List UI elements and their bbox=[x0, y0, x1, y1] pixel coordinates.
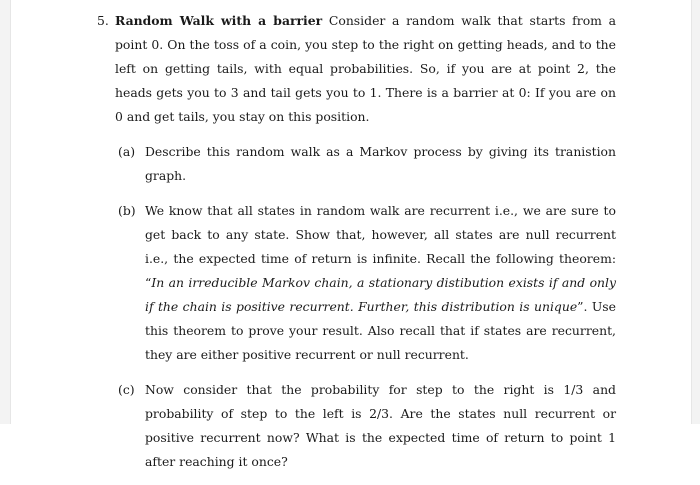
document-page bbox=[88, 9, 616, 485]
part-b-label: (b) bbox=[118, 203, 136, 218]
part-c bbox=[118, 378, 616, 474]
problem-text: Consider a random walk that starts from a point 0. On the toss of a coin, you step to the right on getting heads, and to the left on getting tails, with equal probabilities. So, if you are at point 2, the heads gets you to 3 and tail gets you to 1. There is a barrier at 0: If you are on 0 and get tails, you stay on this position. bbox=[115, 13, 616, 124]
problem-5 bbox=[88, 9, 616, 129]
part-a-label: (a) bbox=[118, 144, 136, 159]
part-b-text-after: ”. Use this theorem to prove your result. Also recall that if states are recurrent, they are either positive recurrent or null recurrent. bbox=[145, 299, 616, 362]
part-a bbox=[118, 140, 616, 188]
part-b-theorem-quote: In an irreducible Markov chain, a stationary distibution exists if and only if the chain is positive recurrent. Further, this distribution is unique bbox=[145, 275, 616, 314]
part-b-text-before: We know that all states in random walk are recurrent i.e., we are sure to get back to any state. Show that, however, all states are null recurrent i.e., the expected time of return is infinite. Recall the following theorem: “ bbox=[145, 203, 616, 290]
problem-title: Random Walk with a barrier bbox=[115, 13, 323, 28]
part-a-text: Describe this random walk as a Markov process by giving its tranistion graph. bbox=[145, 144, 616, 183]
part-c-label: (c) bbox=[118, 382, 135, 397]
right-window-edge bbox=[691, 0, 700, 424]
part-c-text: Now consider that the probability for step to the right is 1/3 and probability of step to the left is 2/3. Are the states null recurrent or positive recurrent now? What is the expected time of return to point 1 after reaching it once? bbox=[145, 382, 616, 469]
problem-number: 5. bbox=[97, 13, 109, 28]
left-window-edge bbox=[0, 0, 11, 424]
part-b bbox=[118, 199, 616, 367]
